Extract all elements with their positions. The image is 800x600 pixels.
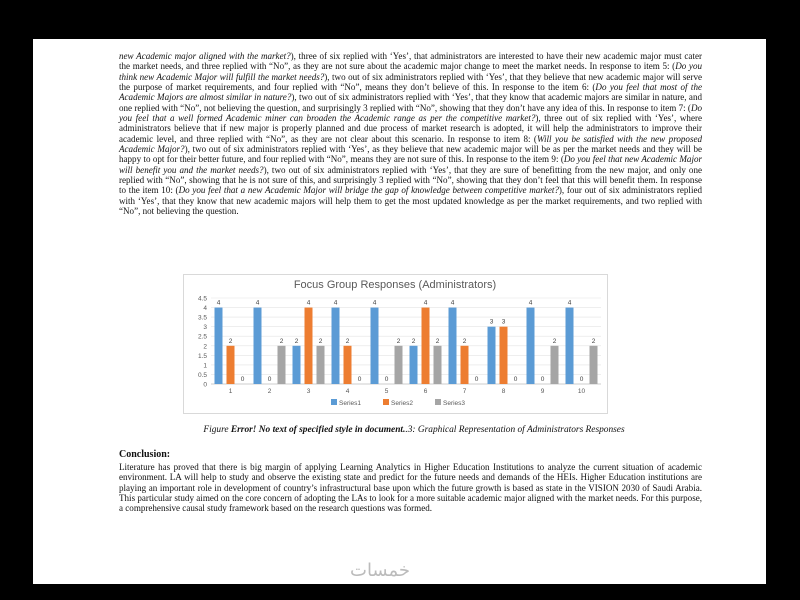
data-label: 4 [450,299,455,307]
data-label: 4 [372,299,377,307]
bar-series3 [317,346,325,384]
caption-error: Error! No text of specified style in document. [230,425,406,435]
bar-series2 [227,346,235,384]
bar-series1 [566,308,574,384]
conclusion-heading: Conclusion: [119,449,171,460]
data-label: 2 [435,337,440,345]
question-text: Do you feel that new Academic Major will benefit you and the market needs? [119,154,702,175]
bar-series1 [215,308,223,384]
body-text: ), two out of six administrators replied with ‘Yes’, that they know that academic majors are similar in nature, and one replied with “No”, not believing the question, and surprisingly 3 replied with “No”, showing that they don’t have any idea of this. In response to item 7: ( [119,92,702,113]
y-tick-label: 4.5 [197,295,207,303]
question-text: Do you feel that a well formed Academic miner can broaden the Academic range as per the competitive market? [119,102,702,124]
data-label: 3 [489,318,494,326]
data-label: 2 [294,337,299,345]
y-tick-label: 1 [203,362,207,370]
watermark-logo: خمسات [350,560,411,581]
bar-series1 [410,346,418,384]
caption-suffix: .3: Graphical Representation of Administrators Responses [405,425,625,435]
data-label: 0 [240,376,245,383]
figure-caption [129,425,699,436]
y-tick-label: 3 [203,324,207,332]
y-tick-label: 1.5 [197,352,207,360]
bar-series3 [590,346,598,384]
y-tick-label: 0.5 [197,371,207,379]
bar-series2 [305,308,313,384]
bar-series2 [422,308,430,384]
bar-series1 [527,308,535,384]
conclusion-text: Literature has proved that there is big margin of applying Learning Analytics in Higher Education Institutions to analyze the current situation of academic environment. LA will help to study and observe the existing state and predict for the future needs and demands of the HEIs. Higher Education institutions are playing an important role in development of country’s infrastructural base upon which the future growth is based as state in the VISION 2030 of Saudi Arabia. This particular study aimed on the core concern of adopting the LAs to look for a more suitable academic major aligned with the market needs. For this purpose, a comprehensive causal study framework based on the research questions was formed. [119,462,702,514]
question-text: Do you think new Academic Major will fulfill the market needs? [119,61,702,82]
data-label: 2 [552,337,557,345]
caption-prefix: Figure [203,425,231,435]
x-tick-label: 8 [501,388,506,395]
data-label: 2 [345,337,350,345]
chart-title: Focus Group Responses (Administrators) [293,279,497,291]
question-text: Do you feel that most of the Academic Majors are almost similar in nature? [119,82,702,103]
data-label: 0 [384,376,389,383]
data-label: 4 [333,299,338,307]
data-label: 4 [216,299,221,307]
data-label: 2 [396,337,401,345]
bar-series1 [488,327,496,384]
body-text: ), three out of six replied with ‘Yes’, where administrators believe that if new major is properly planned and due process of market research is adopted, it will help the administrators to improve their academic level, and three replied with “No”, as they are not clear about this scenario. In response to item 8: ( [119,113,703,144]
data-label: 0 [474,376,479,383]
document-page [33,39,766,584]
data-label: 4 [567,299,572,307]
question-text: new Academic major aligned with the market? [119,51,291,61]
bar-series1 [293,346,301,384]
data-label: 2 [462,337,467,345]
bar-series2 [500,327,508,384]
data-label: 0 [540,376,545,383]
y-tick-label: 4 [203,305,207,313]
x-tick-label: 7 [462,388,467,395]
x-tick-label: 10 [577,388,586,395]
data-label: 4 [306,299,311,307]
y-tick-label: 2 [203,343,207,351]
x-tick-label: 9 [540,388,545,395]
bar-series3 [551,346,559,384]
x-tick-label: 6 [423,388,428,395]
data-label: 4 [423,299,428,307]
x-tick-label: 2 [267,388,272,395]
data-label: 4 [528,299,533,307]
x-tick-label: 4 [345,388,350,395]
data-label: 0 [579,376,584,383]
x-tick-label: 5 [384,388,389,395]
legend-label: Series1 [339,400,362,407]
x-tick-label: 1 [228,388,233,395]
data-label: 0 [357,376,362,383]
question-text: Will you be satisfied with the new proposed Academic Major? [119,133,703,155]
y-tick-label: 2.5 [197,333,207,341]
bar-series1 [254,308,262,384]
bar-series2 [344,346,352,384]
data-label: 4 [255,299,260,307]
data-label: 0 [513,376,518,383]
body-paragraph [119,51,702,217]
bar-series1 [332,308,340,384]
y-tick-label: 0 [203,381,207,389]
legend-label: Series2 [391,400,414,407]
data-label: 2 [228,337,233,345]
data-label: 2 [318,337,323,345]
body-text: ), two out of six administrators replied with ‘Yes’, that they believe that new academic major will serve the purpose of market requirements, and four replied with “No”, means they don’t believe of this. In response to the item 6: ( [119,71,702,93]
x-tick-label: 3 [306,388,311,395]
bar-series3 [395,346,403,384]
legend-swatch [435,399,441,405]
bar-series2 [461,346,469,384]
data-label: 2 [279,337,284,345]
body-text: ), three of six replied with ‘Yes’, that administrators are interested to have their new academic major must cater the market needs, and three replied with “No”, as they are not sure about the academic major change to meet the market needs. In response to item 5: ( [119,51,702,72]
data-label: 2 [591,337,596,345]
data-label: 0 [267,376,272,383]
bar-series3 [434,346,442,384]
bar-series1 [449,308,457,384]
data-label: 3 [501,318,506,326]
question-text: Do you feel that a new Academic Major will bridge the gap of knowledge between competitive market? [178,185,559,196]
y-tick-label: 3.5 [197,314,207,322]
legend-swatch [383,399,389,405]
body-text: ), two out of six administrators replied with ‘Yes’, that they are sure of benefitting from the new major, and only one replied with “No”, showing that he is not sure of this, and surprisingly 3 replied with “No”, showing that they don’t feel that this will benefit them. In response to the item 10: ( [119,164,702,196]
focus-group-chart [183,274,608,414]
bar-series1 [371,308,379,384]
data-label: 2 [411,337,416,345]
body-text: ), two out of six administrators replied with ‘Yes’, as they believe that new academic major will be as per the market needs and they will be happy to opt for their better future, and four replied with “No”, means they are not sure of this. In response to the item 9: ( [119,144,703,165]
body-text: ), four out of six administrators replied with ‘Yes’, that they know that new academic majors will help them to get the most updated knowledge as per the market requirements, and two replied with “No”, not believing the question. [119,185,702,217]
legend-swatch [331,399,337,405]
legend-label: Series3 [443,400,466,407]
bar-series3 [278,346,286,384]
